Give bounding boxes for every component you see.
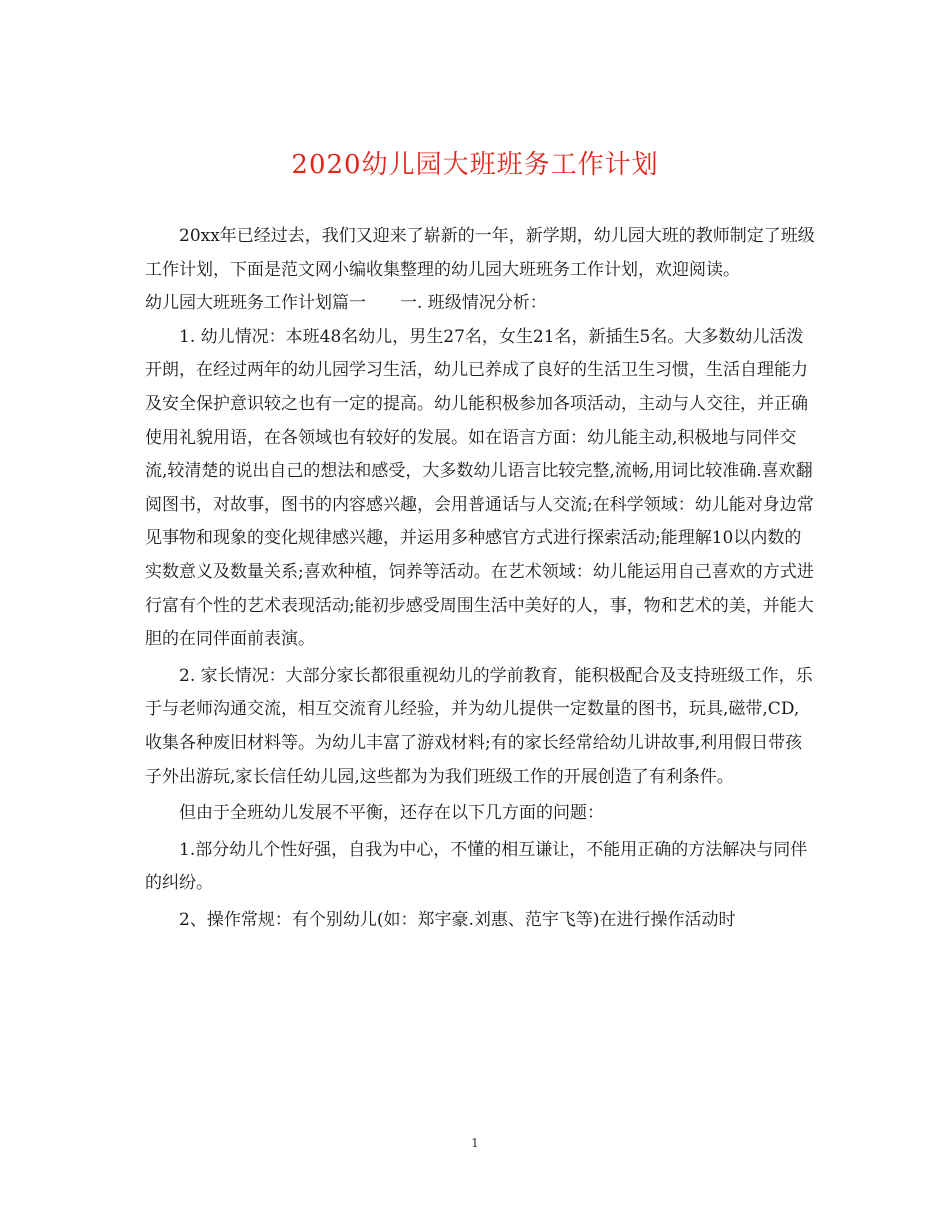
- problem-item-2: 2、操作常规：有个别幼儿(如：郑宇豪.刘惠、范宇飞等)在进行操作活动时: [179, 909, 736, 930]
- problems-intro-paragraph: 但由于全班幼儿发展不平衡，还存在以下几方面的问题：: [179, 803, 604, 824]
- child-situation-paragraph: 1. 幼儿情况：本班48名幼儿，男生27名，女生21名，新插生5名。大多数幼儿活泼开朗，在经过两年的幼儿园学习生活，幼儿已养成了良好的生活卫生习惯，生活自理能力及安全保护意识较之也有一定的提高。幼儿能积极参加各项活动，主动与人交往，并正确使用礼貌用语，在各领域也有较好的发展。如在语言方面：幼儿能主动,积极地与同伴交流,较清楚的说出自己的想法和感受，大多数幼儿语言比较完整,流畅,用词比较准确.喜欢翻阅图书，对故事，图书的内容感兴趣，会用普通话与人交流;在科学领域：幼儿能对身边常见事物和现象的变化规律感兴趣，并运用多种感官方式进行探索活动;能理解10以内数的实数意义及数量关系;喜欢种植，饲养等活动。在艺术领域：幼儿能运用自己喜欢的方式进行富有个性的艺术表现活动;能初步感受周围生活中美好的人，事，物和艺术的美，并能大胆的在同伴面前表演。: [145, 326, 814, 650]
- section-heading: 幼儿园大班班务工作计划篇一 一. 班级情况分析：: [145, 293, 547, 314]
- document-body: [145, 220, 815, 937]
- page-number: 1: [471, 1136, 479, 1150]
- problem-item-1: 1.部分幼儿个性好强，自我为中心，不懂的相互谦让，不能用正确的方法解决与同伴的纠纷。: [145, 839, 808, 894]
- document-title: 2020幼儿园大班班务工作计划: [291, 150, 659, 180]
- parent-situation-paragraph: 2. 家长情况：大部分家长都很重视幼儿的学前教育，能积极配合及支持班级工作，乐于与老师沟通交流，相互交流育儿经验，并为幼儿提供一定数量的图书，玩具,磁带,CD,收集各种废旧材料等。为幼儿丰富了游戏材料;有的家长经常给幼儿讲故事,利用假日带孩子外出游玩,家长信任幼儿园,这些都为为我们班级工作的开展创造了有利条件。: [145, 665, 813, 787]
- intro-paragraph: 20xx年已经过去，我们又迎来了崭新的一年，新学期，幼儿园大班的教师制定了班级工作计划，下面是范文网小编收集整理的幼儿园大班班务工作计划，欢迎阅读。: [145, 226, 815, 280]
